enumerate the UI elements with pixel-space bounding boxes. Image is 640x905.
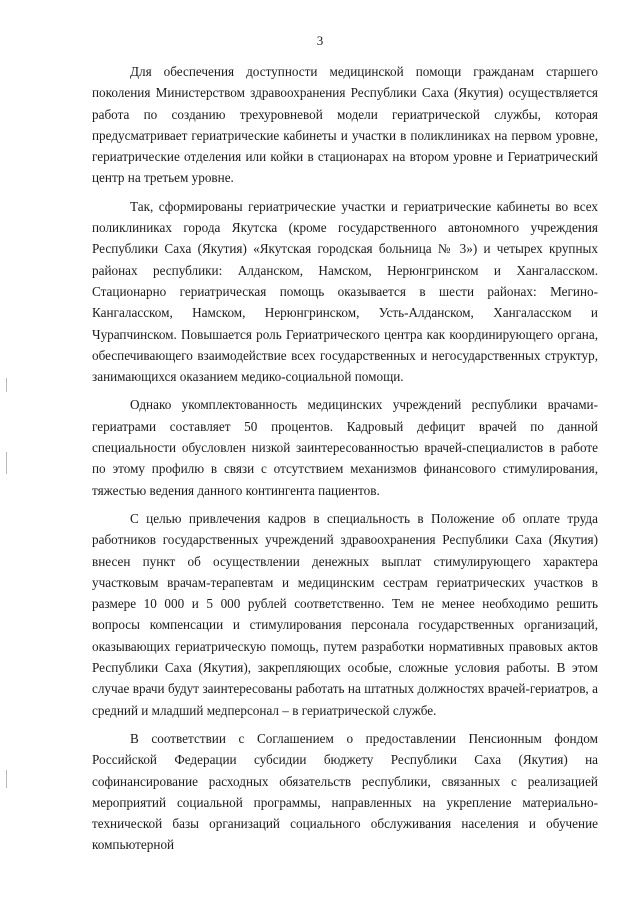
paragraph-geriatric-model: Для обеспечения доступности медицинской помощи гражданам старшего поколения Министерством здравоохранения Республики Саха (Якутия) осуществляется работа по созданию трехуровневой модели гериатрической службы, которая предусматривает гериатрические кабинеты и участки в поликлиниках на первом уровне, гериатрические отделения или койки в стационарах на втором уровне и Гериатрический центр на третьем уровне. xyxy=(92,64,598,186)
paragraph-geriatric-sites: Так, сформированы гериатрические участки и гериатрические кабинеты во всех поликлиниках города Якутска (кроме государственного автономного учреждения Республики Саха (Якутия) «Якутская городская больница № 3») и четырех крупных районах республики: Алданском, Намском, Нерюнгринском и Хангаласском. Стационарно гериатрическая помощь оказывается в шести районах: Мегино-Кангаласском, Намском, Нерюнгринском, Усть-Алданском, Хангаласском и Чурапчинском. Повышается роль Гериатрического центра как координирующего органа, обеспечивающего взаимодействие всех государственных и негосударственных структур, занимающихся оказанием медико-социальной помощи. xyxy=(92,198,598,385)
scan-edge-mark xyxy=(6,770,7,788)
paragraph-payments: С целью привлечения кадров в специальность в Положение об оплате труда работников государственных учреждений здравоохранения Республики Саха (Якутия) внесен пункт об осуществлении денежных выплат стимулирующего характера участковым врачам-терапевтам и медицинским сестрам гериатрических участков в размере 10 000 и 5 000 рублей соответственно. Тем не менее необходимо решить вопросы компенсации и стимулирования персонала государственных организаций, оказывающих гериатрическую помощь, путем разработки нормативных правовых актов Республики Саха (Якутия), закрепляющих особые, сложные условия работы. В этом случае врачи будут заинтересованы работать на штатных должностях врачей-гериатров, а средний и младший медперсонал – в гериатрической службе. xyxy=(92,510,598,718)
document-body xyxy=(92,61,598,856)
page-number: 3 xyxy=(316,33,324,48)
scan-edge-mark xyxy=(6,378,7,392)
scan-edge-mark xyxy=(6,452,7,474)
paragraph-pension-fund: В соответствии с Соглашением о предоставлении Пенсионным фондом Российской Федерации субсидии бюджету Республики Саха (Якутия) на софинансирование расходных обязательств республики, связанных с реализацией мероприятий социальной программы, направленных на укрепление материально-технической базы организаций социального обслуживания населения и обучение компьютерной xyxy=(92,730,598,853)
paragraph-staffing: Однако укомплектованность медицинских учреждений республики врачами-гериатрами составляет 50 процентов. Кадровый дефицит врачей по данной специальности обусловлен низкой заинтересованностью врачей-специалистов в работе по этому профилю в связи с отсутствием механизмов финансового стимулирования, тяжестью ведения данного контингента пациентов. xyxy=(92,397,598,498)
